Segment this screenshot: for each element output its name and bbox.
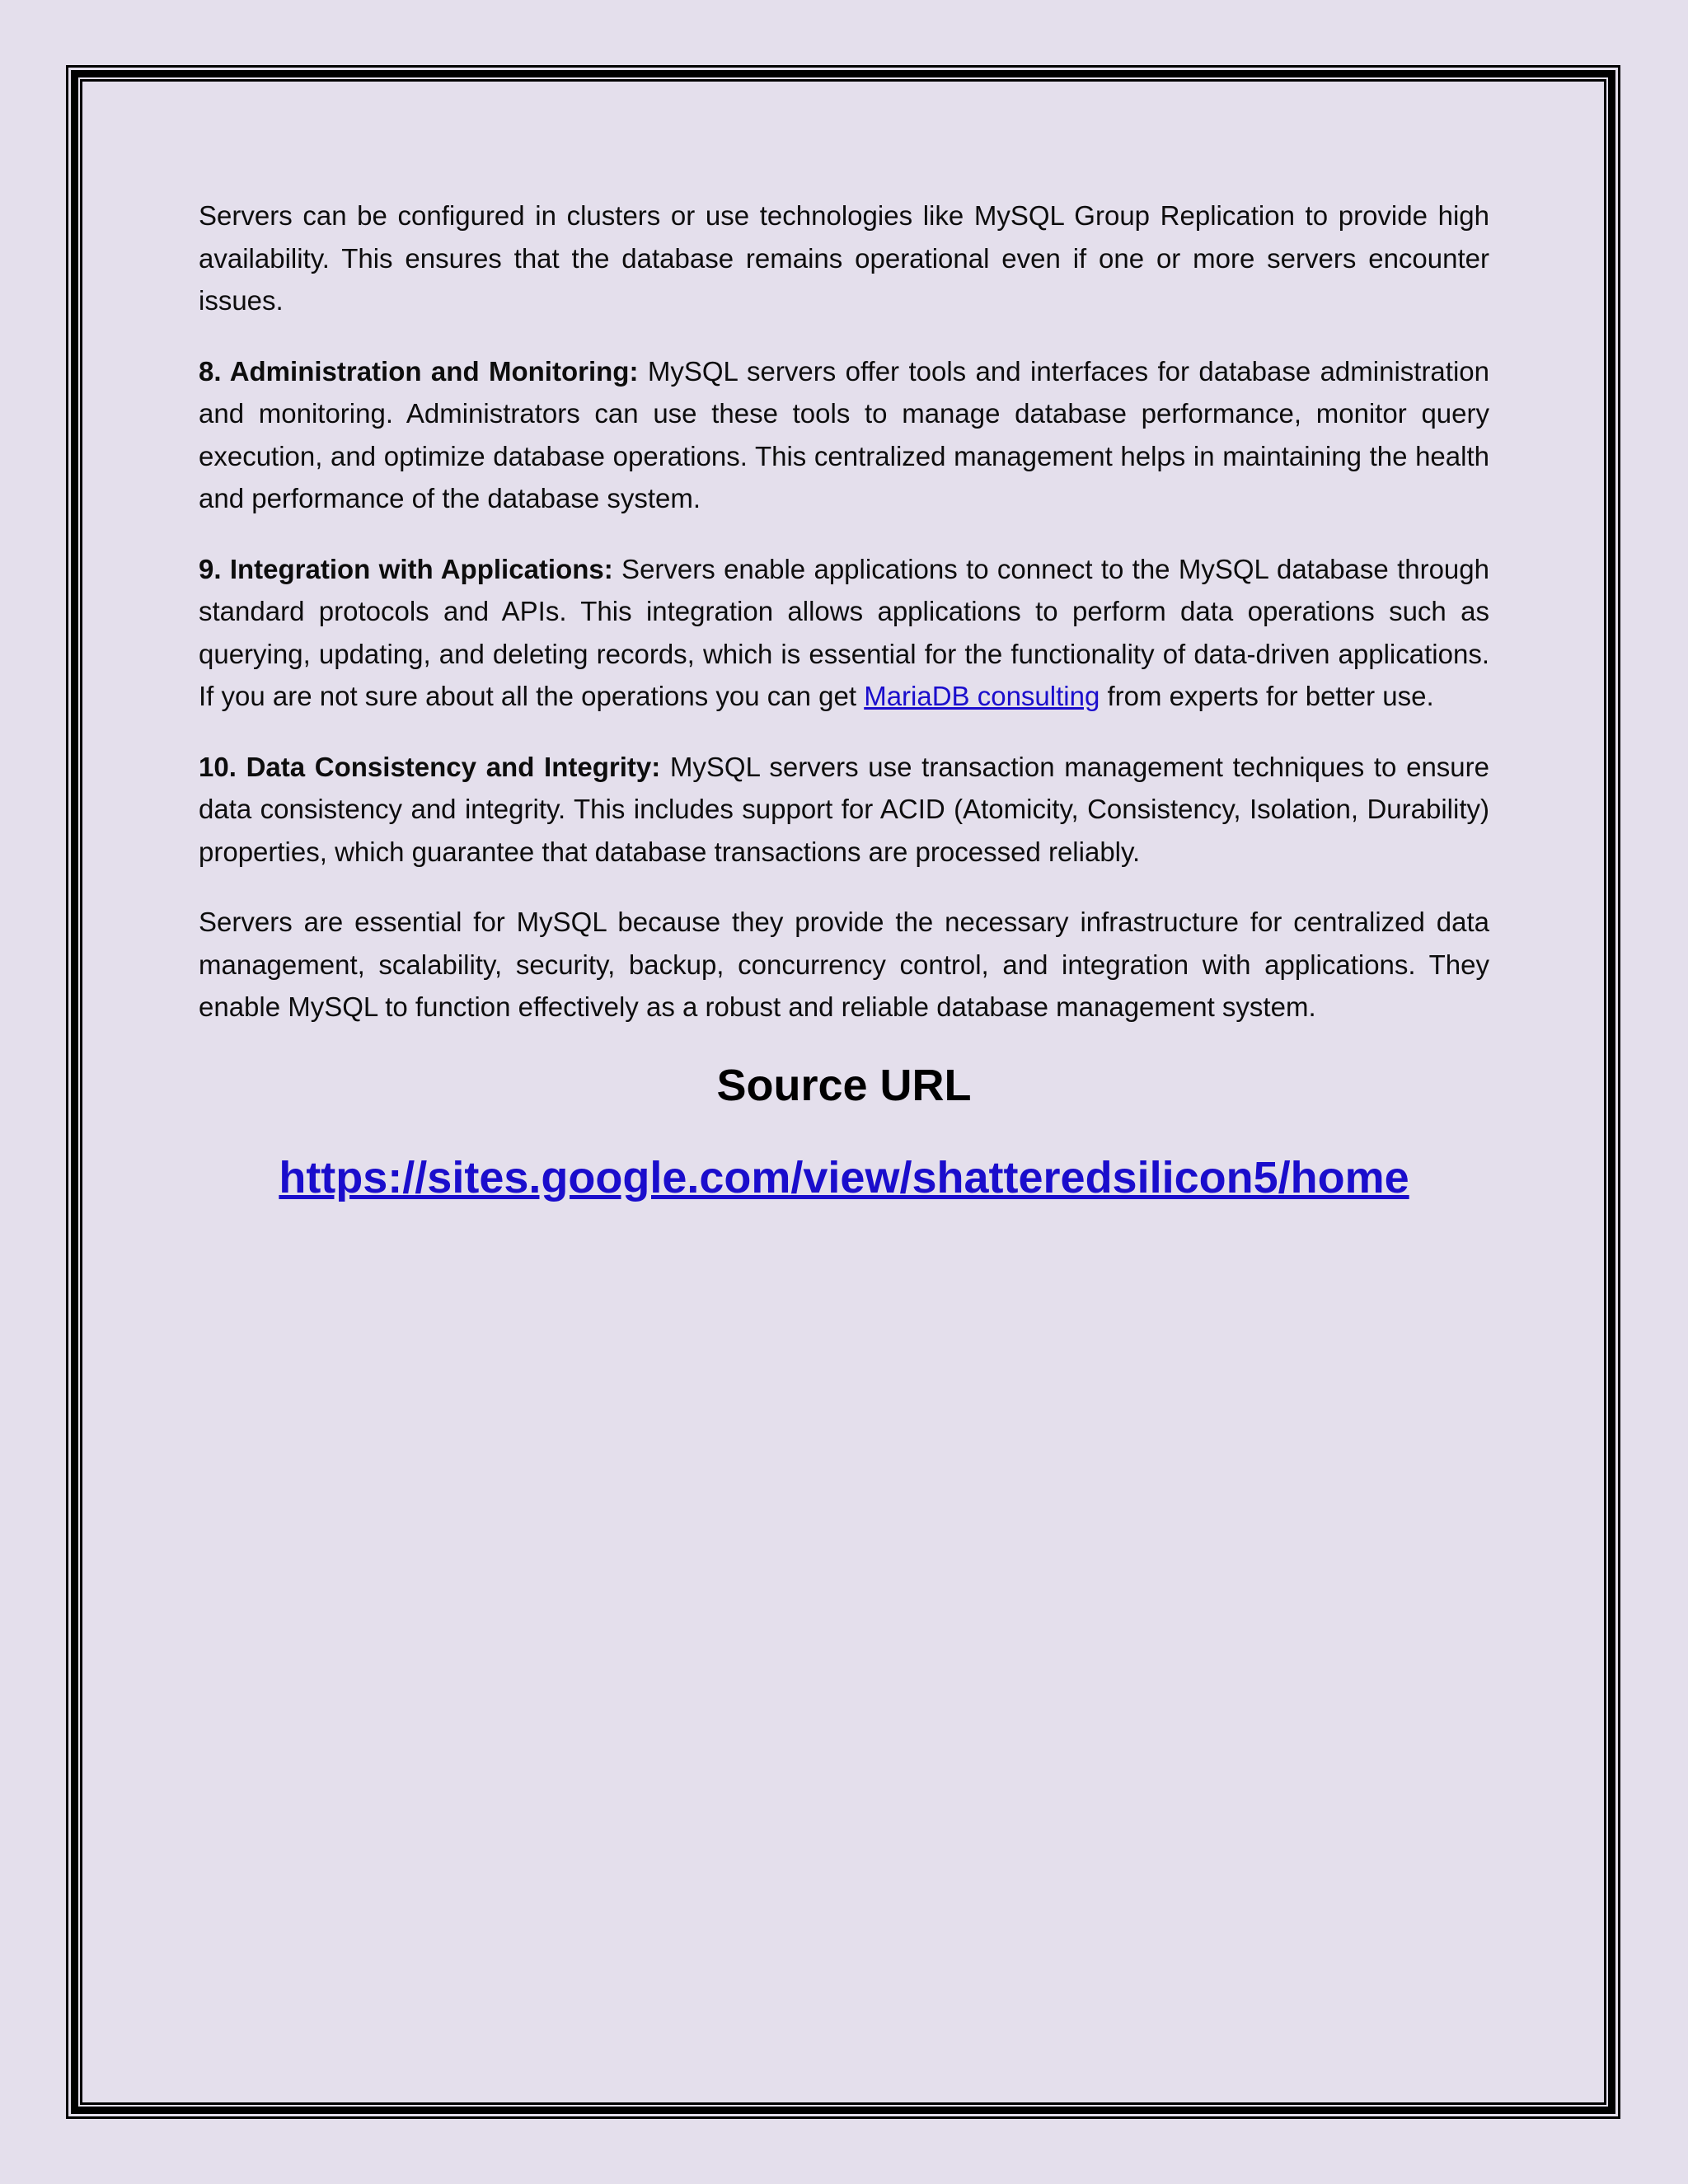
paragraph-conclusion [199,901,1489,1029]
paragraph-text: MySQL servers use transaction management techniques to ensure data consistency and integrity. This includes support for ACID (Atomicity, Consistency, Isolation, Durability) properties, which guarantee that database transactions are processed reliably. [199,751,1489,867]
paragraph-text: Servers are essential for MySQL because they provide the necessary infrastructure for centralized data management, scalability, security, backup, concurrency control, and integration with applications. They enable MySQL to function effectively as a robust and reliable database management system. [199,907,1489,1022]
paragraph-integration-applications [199,548,1489,718]
paragraph-text: Servers enable applications to connect to the MySQL database through standard protocols and APIs. This integration allows applications to perform data operations such as querying, updating, and deleting records, which is essential for the functionality of data-driven applications. If you are not sure about all the operations you can get [199,553,1489,711]
paragraph-text: MySQL servers offer tools and interfaces for database administration and monitoring. Administrators can use these tools to manage database performance, monitor query execution, and optimize database operations. This centralized management helps in maintaining the health and performance of the database system. [199,355,1489,513]
source-url-heading: Source URL [716,1060,972,1110]
source-url-link[interactable]: https://sites.google.com/view/shatteredsilicon5/home [279,1152,1409,1202]
paragraph-heading: 10. Data Consistency and Integrity: [199,751,661,782]
paragraph-text: from experts for better use. [1100,681,1434,711]
document-body [199,194,1489,1207]
paragraph-heading: 9. Integration with Applications: [199,553,613,584]
paragraph-text: Servers can be configured in clusters or use technologies like MySQL Group Replication to provide high availability. This ensures that the database remains operational even if one or more servers encounter issues. [199,200,1489,316]
paragraph-heading: 8. Administration and Monitoring: [199,355,639,387]
paragraph-high-availability [199,194,1489,322]
paragraph-data-consistency [199,746,1489,874]
mariadb-consulting-link[interactable]: MariaDB consulting [864,681,1100,711]
paragraph-administration-monitoring [199,350,1489,520]
